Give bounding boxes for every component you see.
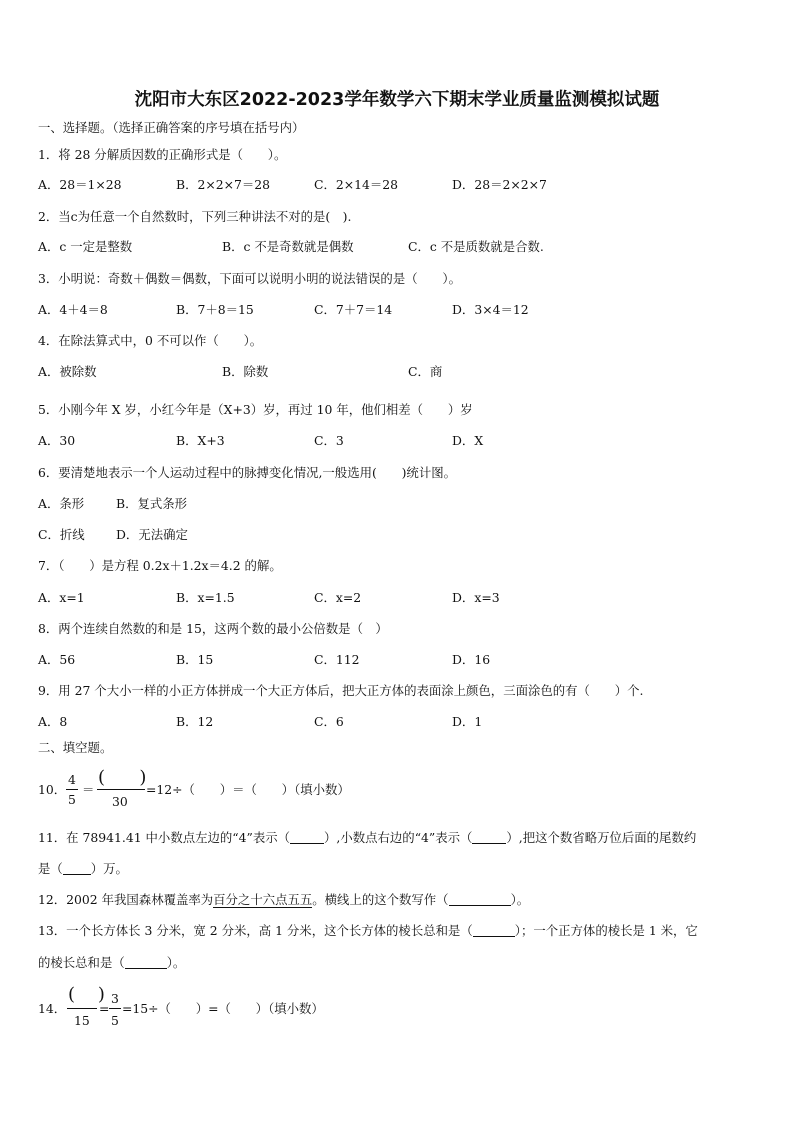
question-3-stem: 3．小明说：奇数＋偶数＝偶数，下面可以说明小明的说法错误的是（ ）。 (38, 271, 461, 286)
question-3-option-b[interactable]: B．7＋8＝15 (176, 302, 254, 317)
question-13-blank-1[interactable] (473, 924, 515, 937)
question-12-text-b: 。横线上的这个数写作（ (312, 892, 449, 907)
question-7-option-c[interactable]: C．x=2 (314, 590, 362, 605)
question-10-number: 10． (38, 782, 67, 797)
question-1-option-a[interactable]: A．28＝1×28 (38, 177, 122, 192)
question-12 (38, 892, 529, 908)
question-5-option-d[interactable]: D．X (452, 433, 484, 448)
question-11-blank-2[interactable] (472, 831, 506, 844)
question-11-text-e: ）万。 (90, 861, 128, 876)
question-10-fraction1-bar (66, 789, 78, 790)
question-10-blank-parens[interactable]: ( ) (98, 767, 147, 788)
question-9-option-a[interactable]: A．8 (38, 714, 68, 729)
question-1-stem: 1．将 28 分解质因数的正确形式是（ ）。 (38, 147, 287, 162)
question-5-stem: 5．小刚今年 X 岁，小红今年是（X+3）岁，再过 10 年，他们相差（ ）岁 (38, 402, 473, 417)
question-2-option-a[interactable]: A．c 一定是整数 (38, 239, 133, 254)
question-14-blank-parens[interactable]: ( ) (68, 984, 105, 1005)
question-11-text-a: 11．在 78941.41 中小数点左边的“4”表示（ (38, 830, 291, 845)
section-fill-heading: 二、填空题。 (38, 740, 113, 755)
question-4-option-b[interactable]: B．除数 (222, 364, 269, 379)
question-14-fraction2-denominator: 5 (111, 1013, 119, 1028)
question-3-option-d[interactable]: D．3×4＝12 (452, 302, 529, 317)
question-8-option-d[interactable]: D．16 (452, 652, 491, 667)
question-6-stem: 6．要清楚地表示一个人运动过程中的脉搏变化情况,一般选用( )统计图。 (38, 465, 456, 480)
question-9-option-b[interactable]: B．12 (176, 714, 214, 729)
section-choice-heading: 一、选择题。（选择正确答案的序号填在括号内） (38, 120, 305, 135)
question-11-blank-3[interactable] (63, 862, 91, 875)
question-14-equals: = (99, 1001, 110, 1016)
question-10-fraction1-denominator: 5 (68, 792, 76, 807)
question-12-text-a: 12．2002 年我国森林覆盖率为 (38, 892, 214, 907)
question-11-text-b: ）,小数点右边的“4”表示（ (324, 830, 473, 845)
question-5-option-b[interactable]: B．X+3 (176, 433, 225, 448)
question-6-option-d[interactable]: D．无法确定 (116, 527, 188, 542)
question-14-fraction1-denominator: 15 (74, 1013, 90, 1028)
question-2-option-c[interactable]: C．c 不是质数就是合数. (408, 239, 544, 254)
question-4-option-c[interactable]: C．商 (408, 364, 443, 379)
question-6-option-c[interactable]: C．折线 (38, 527, 85, 542)
question-7-option-b[interactable]: B．x=1.5 (176, 590, 235, 605)
page-title: 沈阳市大东区2022-2023学年数学六下期末学业质量监测模拟试题 (134, 90, 660, 110)
question-13-line-1 (38, 923, 698, 939)
question-1-option-c[interactable]: C．2×14＝28 (314, 177, 399, 192)
question-10-equals: ＝ (82, 782, 95, 797)
question-9-option-c[interactable]: C．6 (314, 714, 344, 729)
question-13-line-2 (38, 955, 185, 971)
question-1-option-d[interactable]: D．28＝2×2×7 (452, 177, 547, 192)
question-13-text-c: 的棱长总和是（ (38, 955, 125, 970)
question-14-fraction1-bar (67, 1008, 97, 1009)
question-9-stem: 9．用 27 个大小一样的小正方体拼成一个大正方体后，把大正方体的表面涂上颜色，三面涂色的有（ ）个. (38, 683, 644, 698)
question-10-fraction2-bar (97, 789, 145, 790)
question-11-text-d: 是（ (38, 861, 63, 876)
question-2-option-b[interactable]: B．c 不是奇数就是偶数 (222, 239, 354, 254)
question-10-fraction2-denominator: 30 (112, 794, 128, 809)
question-11-line-2 (38, 861, 128, 877)
question-5-option-a[interactable]: A．30 (38, 433, 76, 448)
question-11-blank-1[interactable] (290, 831, 324, 844)
question-8-stem: 8．两个连续自然数的和是 15，这两个数的最小公倍数是（ ） (38, 621, 388, 636)
question-10-tail[interactable]: =12÷（ ）＝（ ）（填小数） (146, 782, 350, 797)
question-1-option-b[interactable]: B．2×2×7＝28 (176, 177, 271, 192)
question-9-option-d[interactable]: D．1 (452, 714, 483, 729)
question-13-text-b: ）；一个正方体的棱长是 1 米，它 (514, 923, 698, 938)
question-14-fraction2-numerator: 3 (111, 991, 119, 1006)
question-14-tail[interactable]: =15÷（ ）=（ ）（填小数） (122, 1001, 324, 1016)
question-8-option-b[interactable]: B．15 (176, 652, 214, 667)
question-6-option-b[interactable]: B．复式条形 (116, 496, 188, 511)
question-14-number: 14． (38, 1001, 67, 1016)
question-13-text-a: 13．一个长方体长 3 分米，宽 2 分米，高 1 分米，这个长方体的棱长总和是（ (38, 923, 473, 938)
question-14-fraction2-bar (109, 1008, 121, 1009)
question-4-stem: 4．在除法算式中，0 不可以作（ ）。 (38, 333, 263, 348)
question-13-blank-2[interactable] (125, 956, 167, 969)
question-8-option-a[interactable]: A．56 (38, 652, 76, 667)
question-3-option-c[interactable]: C．7＋7＝14 (314, 302, 393, 317)
question-3-option-a[interactable]: A．4＋4＝8 (38, 302, 108, 317)
question-6-option-a[interactable]: A．条形 (38, 496, 85, 511)
question-4-option-a[interactable]: A．被除数 (38, 364, 97, 379)
question-12-blank[interactable] (449, 893, 511, 906)
question-13-text-d: ）。 (166, 955, 186, 970)
question-2-stem: 2．当c为任意一个自然数时，下列三种讲法不对的是( ). (38, 209, 352, 224)
question-7-stem: 7．（ ）是方程 0.2x＋1.2x＝4.2 的解。 (38, 558, 282, 573)
question-11-line-1 (38, 830, 696, 846)
question-8-option-c[interactable]: C．112 (314, 652, 360, 667)
question-10-fraction1-numerator: 4 (68, 772, 76, 787)
question-7-option-a[interactable]: A．x=1 (38, 590, 85, 605)
question-7-option-d[interactable]: D．x=3 (452, 590, 500, 605)
question-12-text-c: ）。 (510, 892, 530, 907)
question-11-text-c: ）,把这个数省略万位后面的尾数约 (506, 830, 697, 845)
question-5-option-c[interactable]: C．3 (314, 433, 344, 448)
question-12-underlined-text: 百分之十六点五五 (213, 892, 313, 907)
